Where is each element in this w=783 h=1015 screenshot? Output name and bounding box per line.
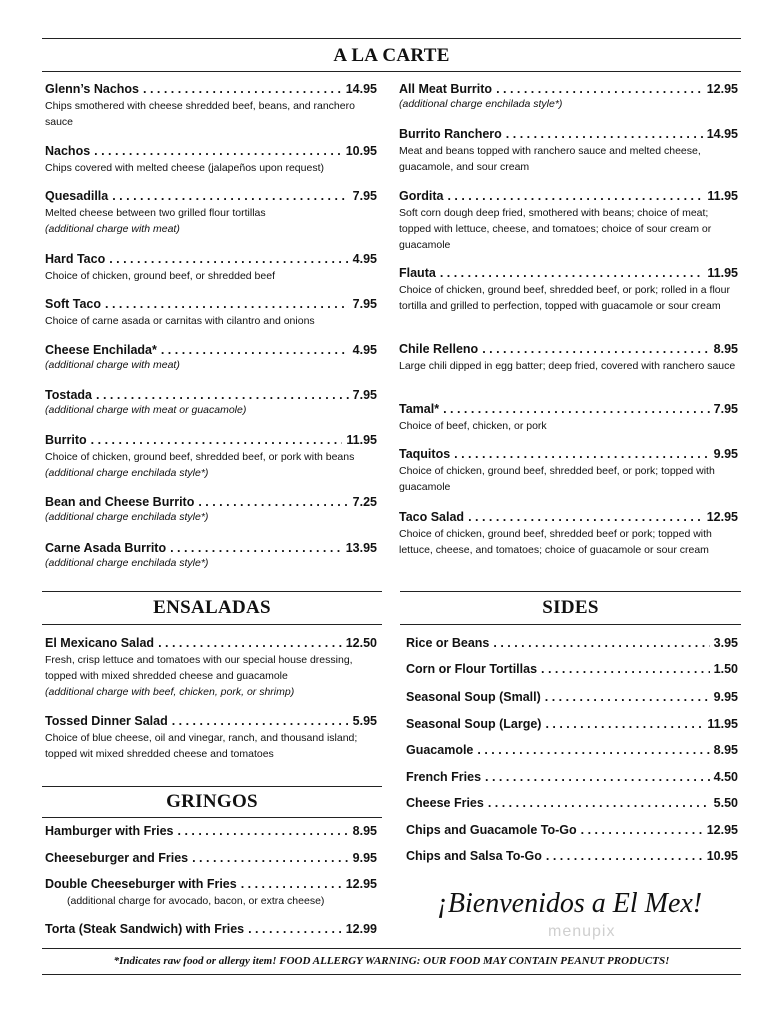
menu-item — [406, 770, 738, 784]
item-price: 5.95 — [352, 714, 377, 728]
item-price: 12.95 — [706, 510, 738, 524]
menu-item — [406, 636, 738, 650]
leader-dots — [447, 189, 703, 203]
item-name: Soft Taco — [45, 297, 102, 311]
leader-dots — [546, 849, 703, 863]
leader-dots — [143, 82, 342, 96]
item-name: All Meat Burrito — [399, 82, 493, 96]
item-price: 9.95 — [352, 851, 377, 865]
leader-dots — [161, 343, 349, 357]
menu-item — [45, 541, 377, 571]
menu-item — [406, 796, 738, 810]
menu-item — [406, 743, 738, 757]
item-description: Meat and beans topped with ranchero sauce and melted cheese, guacamole, and sour cream — [399, 145, 701, 173]
item-name: Tostada — [45, 388, 92, 402]
leader-dots — [440, 266, 704, 280]
allergy-warning: *Indicates raw food or allergy item! FOOD ALLERGY WARNING: OUR FOOD MAY CONTAIN PEANUT PRODUCTS! — [113, 955, 670, 967]
item-name: Quesadilla — [45, 189, 109, 203]
sides-rule — [400, 624, 741, 625]
footer-top-rule — [42, 948, 741, 949]
item-price: 11.95 — [346, 433, 377, 447]
a-la-carte-rule — [42, 71, 741, 72]
item-description: Soft corn dough deep fried, smothered with beans; choice of meat; topped with lettuce, cheese, and tomatoes; choice of sour cream or guacamole — [399, 207, 712, 251]
menu-item — [406, 849, 738, 863]
menu-item — [45, 343, 377, 373]
item-price: 12.99 — [345, 922, 377, 936]
leader-dots — [496, 82, 703, 96]
gringos-rule — [42, 817, 382, 818]
menu-item — [45, 824, 377, 838]
menu-item — [399, 82, 738, 112]
item-price: 3.95 — [713, 636, 738, 650]
item-name: Chile Relleno — [399, 342, 479, 356]
item-name: Rice or Beans — [406, 636, 490, 650]
item-description: Chips smothered with cheese shredded beef, beans, and ranchero sauce — [45, 100, 355, 128]
menu-item — [45, 495, 377, 525]
item-name: Torta (Steak Sandwich) with Fries — [45, 922, 245, 936]
item-name: Tamal* — [399, 402, 440, 416]
item-price: 14.95 — [706, 127, 738, 141]
item-note: (additional charge enchilada style*) — [45, 557, 209, 569]
item-description: Fresh, crisp lettuce and tomatoes with our special house dressing, topped with mixed shredded cheese and guacamole — [45, 654, 353, 682]
leader-dots — [545, 690, 710, 704]
item-description: Choice of blue cheese, oil and vinegar, ranch, and thousand island; topped wit mixed shredded cheese and tomatoes — [45, 732, 358, 760]
leader-dots — [485, 770, 710, 784]
leader-dots — [158, 636, 342, 650]
item-description: Choice of carne asada or carnitas with cilantro and onions — [45, 315, 315, 327]
menu-item — [399, 266, 738, 314]
item-description: Choice of chicken, ground beef, shredded beef, or pork; topped with guacamole — [399, 465, 715, 493]
sides-title: SIDES — [542, 597, 599, 618]
menu-item — [45, 297, 377, 329]
item-note: (additional charge with beef, chicken, pork, or shrimp) — [45, 686, 295, 698]
item-price: 10.95 — [706, 849, 738, 863]
item-note: (additional charge with meat) — [45, 223, 180, 235]
item-name: Burrito — [45, 433, 87, 447]
item-name: Seasonal Soup (Small) — [406, 690, 541, 704]
item-name: Nachos — [45, 144, 91, 158]
leader-dots — [541, 662, 710, 676]
leader-dots — [178, 824, 349, 838]
gringos-top-rule — [42, 786, 382, 787]
leader-dots — [241, 877, 342, 891]
item-description: Melted cheese between two grilled flour tortillas — [45, 207, 266, 219]
item-name: El Mexicano Salad — [45, 636, 155, 650]
item-note: (additional charge enchilada style*) — [399, 98, 563, 110]
item-name: Tossed Dinner Salad — [45, 714, 168, 728]
leader-dots — [545, 717, 703, 731]
item-description: Choice of chicken, ground beef, or shredded beef — [45, 270, 275, 282]
item-price: 11.95 — [707, 266, 738, 280]
item-name: Seasonal Soup (Large) — [406, 717, 542, 731]
item-price: 11.95 — [707, 717, 738, 731]
item-name: Chips and Guacamole To-Go — [406, 823, 577, 837]
item-description: Choice of chicken, ground beef, shredded beef or pork; topped with lettuce, cheese, and tomatoes; choice of guacamole or sour cream — [399, 528, 712, 556]
item-price: 5.50 — [713, 796, 738, 810]
menu-item — [45, 252, 377, 284]
menu-item — [45, 82, 377, 130]
item-name: Cheeseburger and Fries — [45, 851, 189, 865]
leader-dots — [443, 402, 710, 416]
item-price: 12.95 — [345, 877, 377, 891]
gringos-note: (additional charge for avocado, bacon, or extra cheese) — [67, 895, 325, 907]
menu-item — [45, 714, 377, 762]
leader-dots — [454, 447, 710, 461]
item-name: Cheese Fries — [406, 796, 484, 810]
item-note: (additional charge with meat) — [45, 359, 180, 371]
item-description: Large chili dipped in egg batter; deep fried, covered with ranchero sauce — [399, 360, 736, 372]
menu-item — [399, 342, 738, 374]
item-price: 7.25 — [352, 495, 377, 509]
item-name: Chips and Salsa To-Go — [406, 849, 542, 863]
item-price: 11.95 — [707, 189, 738, 203]
leader-dots — [477, 743, 709, 757]
item-name: Bean and Cheese Burrito — [45, 495, 195, 509]
item-price: 1.50 — [713, 662, 738, 676]
item-name: Burrito Ranchero — [399, 127, 502, 141]
leader-dots — [170, 541, 342, 555]
item-price: 4.50 — [713, 770, 738, 784]
item-description: Choice of beef, chicken, or pork — [399, 420, 547, 432]
menu-item — [45, 433, 377, 481]
item-price: 9.95 — [713, 447, 738, 461]
ensaladas-rule — [42, 624, 382, 625]
item-price: 7.95 — [352, 388, 377, 402]
item-price: 12.50 — [345, 636, 377, 650]
item-price: 13.95 — [345, 541, 377, 555]
leader-dots — [248, 922, 342, 936]
leader-dots — [581, 823, 703, 837]
item-name: Guacamole — [406, 743, 474, 757]
leader-dots — [493, 636, 709, 650]
leader-dots — [109, 252, 348, 266]
item-price: 8.95 — [352, 824, 377, 838]
menu-item — [399, 510, 738, 558]
item-price: 7.95 — [352, 189, 377, 203]
menu-item — [399, 189, 738, 253]
item-name: Corn or Flour Tortillas — [406, 662, 538, 676]
ensaladas-top-rule — [42, 591, 382, 592]
item-note: (additional charge enchilada style*) — [45, 511, 209, 523]
top-rule — [42, 38, 741, 39]
item-price: 8.95 — [713, 342, 738, 356]
item-price: 4.95 — [352, 343, 377, 357]
item-name: Flauta — [399, 266, 436, 280]
menu-item — [45, 851, 377, 865]
menu-item — [399, 127, 738, 175]
leader-dots — [488, 796, 710, 810]
menu-item — [406, 823, 738, 837]
leader-dots — [94, 144, 342, 158]
menu-item — [45, 636, 377, 700]
leader-dots — [96, 388, 349, 402]
leader-dots — [112, 189, 348, 203]
a-la-carte-title: A LA CARTE — [333, 45, 450, 66]
item-price: 10.95 — [345, 144, 377, 158]
leader-dots — [105, 297, 349, 311]
item-price: 14.95 — [345, 82, 377, 96]
leader-dots — [506, 127, 703, 141]
item-name: Cheese Enchilada* — [45, 343, 157, 357]
welcome-text: ¡Bienvenidos a El Mex! — [437, 888, 703, 919]
item-name: Taco Salad — [399, 510, 465, 524]
item-name: Glenn’s Nachos — [45, 82, 140, 96]
menu-item — [45, 388, 377, 418]
menu-item — [45, 144, 377, 176]
leader-dots — [482, 342, 709, 356]
menu-item — [45, 922, 377, 936]
item-description: Chips covered with melted cheese (jalapeños upon request) — [45, 162, 324, 174]
item-name: Taquitos — [399, 447, 451, 461]
item-price: 7.95 — [352, 297, 377, 311]
item-note: (additional charge with meat or guacamole) — [45, 404, 247, 416]
item-price: 7.95 — [713, 402, 738, 416]
sides-top-rule — [400, 591, 741, 592]
menu-item — [399, 447, 738, 495]
menu-item — [406, 690, 738, 704]
item-description: Choice of chicken, ground beef, shredded beef, or pork; rolled in a flour tortilla and grilled to perfection, topped with guacamole or sour cream — [399, 284, 730, 312]
item-price: 4.95 — [352, 252, 377, 266]
leader-dots — [192, 851, 349, 865]
footer-bottom-rule — [42, 974, 741, 975]
leader-dots — [91, 433, 343, 447]
menu-item — [406, 717, 738, 731]
item-price: 12.95 — [706, 82, 738, 96]
gringos-title: GRINGOS — [166, 791, 258, 812]
item-price: 8.95 — [713, 743, 738, 757]
item-name: Double Cheeseburger with Fries — [45, 877, 237, 891]
watermark: menupix — [548, 923, 616, 940]
item-description: Choice of chicken, ground beef, shredded beef, or pork with beans (additional charge enchilada style*) — [45, 451, 355, 479]
item-note: (additional charge enchilada style*) — [45, 467, 209, 479]
menu-item — [399, 402, 738, 434]
item-name: French Fries — [406, 770, 482, 784]
menu-item — [45, 189, 377, 237]
item-price: 9.95 — [713, 690, 738, 704]
ensaladas-title: ENSALADAS — [153, 597, 271, 618]
menu-item — [45, 877, 377, 909]
item-name: Hamburger with Fries — [45, 824, 174, 838]
item-name: Gordita — [399, 189, 444, 203]
item-name: Carne Asada Burrito — [45, 541, 167, 555]
leader-dots — [468, 510, 703, 524]
item-name: Hard Taco — [45, 252, 106, 266]
leader-dots — [172, 714, 349, 728]
menu-item — [406, 662, 738, 676]
leader-dots — [198, 495, 348, 509]
item-price: 12.95 — [706, 823, 738, 837]
